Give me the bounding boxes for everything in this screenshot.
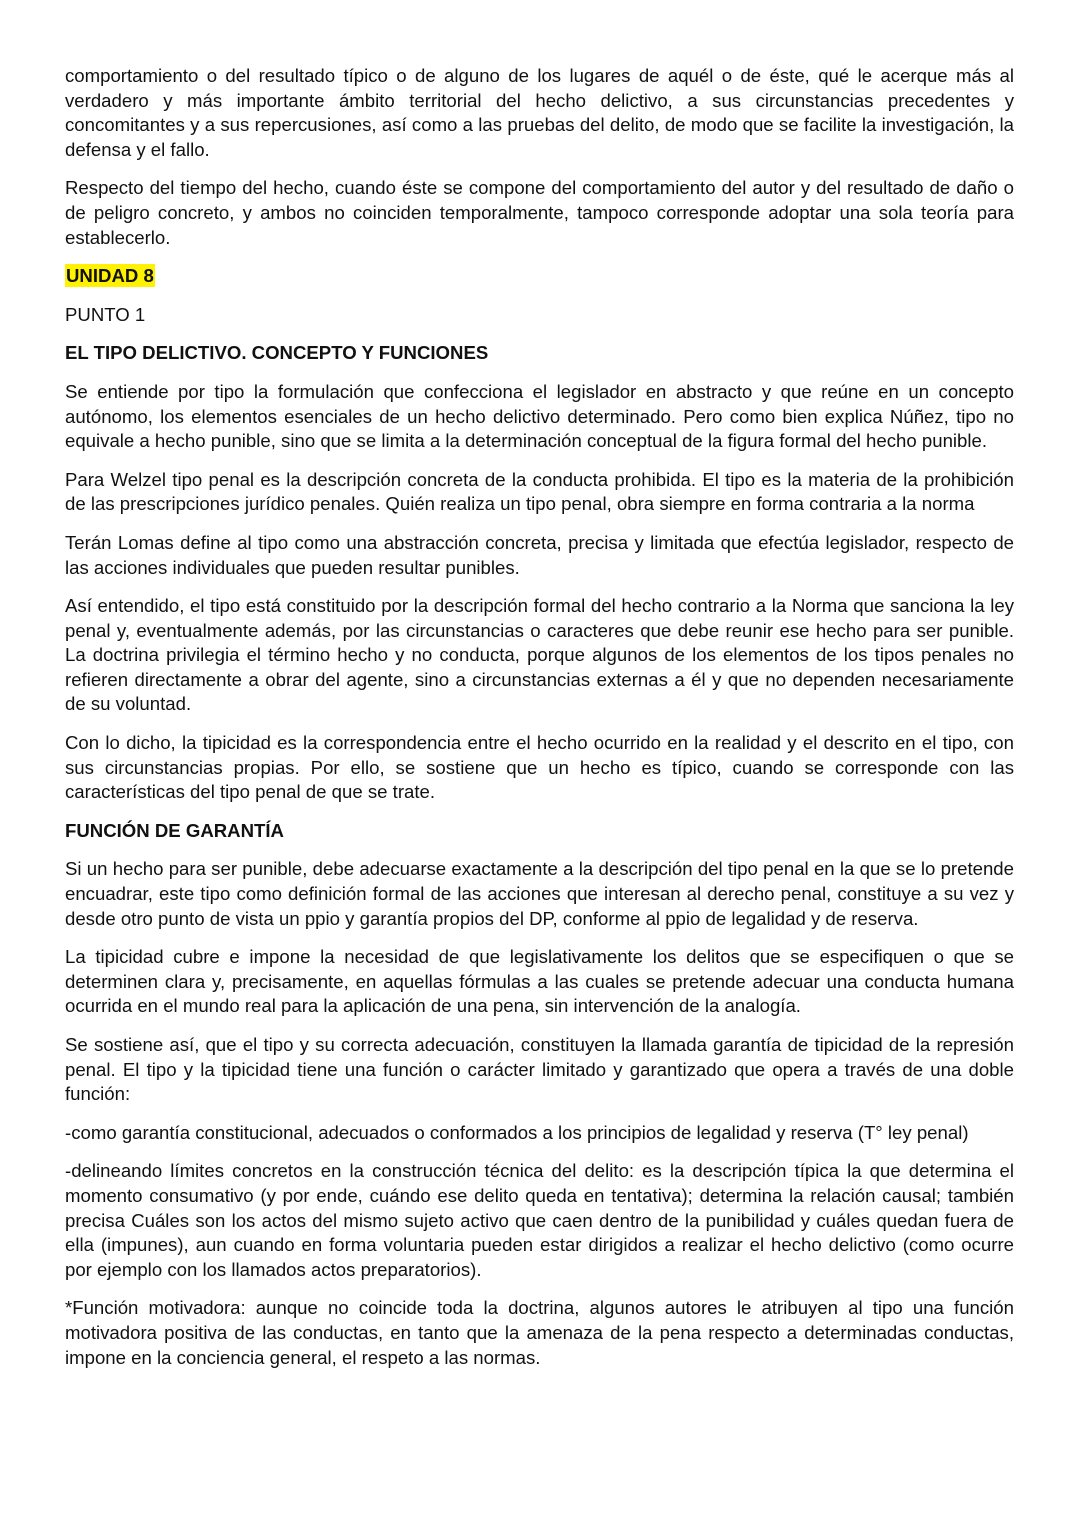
paragraph-welzel: Para Welzel tipo penal es la descripción concreta de la conducta prohibida. El tipo es la materia de la prohibición de las prescripciones jurídico penales. Quién realiza un tipo penal, obra siempre en forma contraria a la norma [65, 468, 1014, 515]
paragraph-tipicidad-cubre: La tipicidad cubre e impone la necesidad de que legislativamente los delitos que se especifiquen o que se determinen clara y, precisamente, en aquellas fórmulas a las cuales se pretende adecuar una conducta humana ocurrida en el mundo real para la aplicación de una pena, sin intervención de la analogía. [65, 946, 1014, 1017]
paragraph-tiempo-del-hecho: Respecto del tiempo del hecho, cuando éste se compone del comportamiento del autor y del resultado de daño o de peligro concreto, y ambos no coinciden temporalmente, tampoco corresponde adoptar una sola teoría para establecerlo. [65, 177, 1014, 248]
list-item-garantia-constitucional: -como garantía constitucional, adecuados o conformados a los principios de legalidad y reserva (T° ley penal) [65, 1121, 969, 1143]
paragraph-hecho-punible: Si un hecho para ser punible, debe adecuarse exactamente a la descripción del tipo penal en la que se lo pretende encuadrar, este tipo como definición formal de las acciones que interesan al derecho penal, constituye a su vez y desde otro punto de vista un ppio y garantía propios del DP, conforme al ppio de legalidad y de reserva. [65, 858, 1014, 929]
paragraph-asi-entendido: Así entendido, el tipo está constituido por la descripción formal del hecho contrario a la Norma que sanciona la ley penal y, eventualmente además, por las circunstancias o caracteres que debe reunir ese hecho para ser punible. La doctrina privilegia el término hecho y no conducta, porque algunos de los elementos de los tipos penales no refieren directamente a obrar del agente, sino a circunstancias externas a él y que no dependen necesariamente de su voluntad. [65, 595, 1014, 715]
unit-heading [65, 264, 1014, 289]
section-heading-funcion-garantia: FUNCIÓN DE GARANTÍA [65, 819, 284, 841]
paragraph-teran-lomas: Terán Lomas define al tipo como una abstracción concreta, precisa y limitada que efectúa legislador, respecto de las acciones individuales que pueden resultar punibles. [65, 531, 1014, 578]
paragraph-tipicidad: Con lo dicho, la tipicidad es la correspondencia entre el hecho ocurrido en la realidad y el descrito en el tipo, con sus circunstancias propias. Por ello, se sostiene que un hecho es típico, cuando se corresponde con las características del tipo penal de que se trate. [65, 732, 1014, 803]
paragraph-territorial: comportamiento o del resultado típico o de alguno de los lugares de aquél o de éste, qué le acerque más al verdadero y más importante ámbito territorial del hecho delictivo, a sus circunstancias precedentes y concomitantes y a sus repercusiones, así como a las pruebas del delito, de modo que se facilite la investigación, la defensa y el fallo. [65, 65, 1014, 160]
paragraph-garantia-tipicidad: Se sostiene así, que el tipo y su correcta adecuación, constituyen la llamada garantía de tipicidad de la represión penal. El tipo y la tipicidad tiene una función o carácter limitado y garantizado que opera a través de una doble función: [65, 1034, 1014, 1105]
paragraph-concepto-tipo: Se entiende por tipo la formulación que confecciona el legislador en abstracto y que reúne en un concepto autónomo, los elementos esenciales de un hecho delictivo determinado. Pero como bien explica Núñez, tipo no equivale a hecho punible, sino que se limita a la determinación conceptual de la figura formal del hecho punible. [65, 380, 1014, 452]
paragraph-funcion-motivadora: *Función motivadora: aunque no coincide toda la doctrina, algunos autores le atribuyen al tipo una función motivadora positiva de las conductas, en tanto que la amenaza de la pena respecto a determinadas conductas, impone en la conciencia general, el respeto a las normas. [65, 1297, 1014, 1368]
list-item-limites-concretos: -delineando límites concretos en la construcción técnica del delito: es la descripción típica la que determina el momento consumativo (y por ende, cuándo ese delito queda en tentativa); determina la relación causal; también precisa Cuáles son los actos del mismo sujeto activo que caen dentro de la punibilidad y cuáles quedan fuera de ella (impunes), aun cuando en forma voluntaria pueden estar dirigidos a realizar el hecho delictivo (como ocurre por ejemplo con los llamados actos preparatorios). [65, 1160, 1014, 1280]
point-label: PUNTO 1 [65, 303, 146, 325]
document-page [65, 64, 1014, 1384]
unit-highlight: UNIDAD 8 [66, 265, 154, 287]
section-heading-tipo-delictivo: EL TIPO DELICTIVO. CONCEPTO Y FUNCIONES [65, 342, 489, 364]
